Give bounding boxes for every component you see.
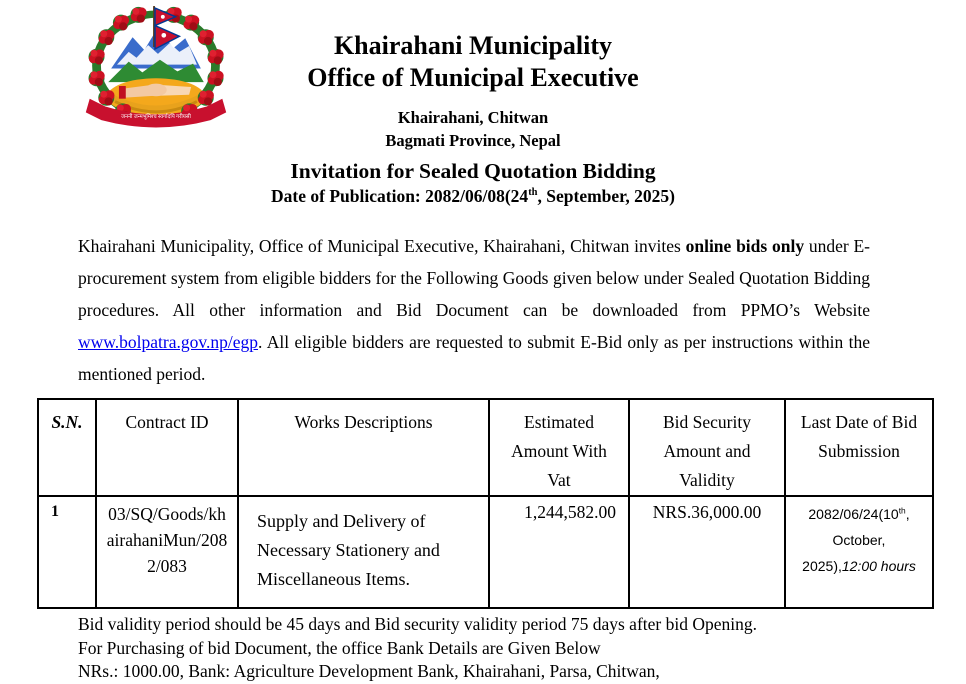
cell-bid-security: NRS.36,000.00 [629, 496, 785, 608]
last-date-superscript: th [898, 505, 906, 516]
notice-title: Invitation for Sealed Quotation Bidding [290, 159, 656, 183]
footer-line-validity: Bid validity period should be 45 days and Bid security validity period 75 days after bid Opening. [78, 614, 757, 634]
footer-line-bank-intro: For Purchasing of bid Document, the office Bank Details are Given Below [78, 637, 601, 658]
header-estimated-amount: Estimated Amount With Vat [489, 399, 629, 496]
emblem-graphic [78, 4, 234, 130]
motto-banner-text: जननी जन्मभूमिश्च स्वर्गादपि गरीयसी [121, 114, 191, 121]
intro-seg2: under E-procurement system from eligible bidders for the Following Goods given below under Sealed Quotation Bidding procedures. All other information and Bid Document can be downloaded from PPMO’s Website [78, 236, 870, 320]
table-row [38, 496, 933, 608]
header-sn: S.N. [38, 399, 96, 496]
intro-bold-online-bids: online bids only [685, 236, 805, 256]
footer-line-bank-details: NRs.: 1000.00, Bank: Agriculture Development Bank, Khairahani, Parsa, Chitwan, [78, 661, 660, 681]
last-date-prefix: 2082/06/24(10 [808, 506, 899, 522]
office-title: Office of Municipal Executive [307, 63, 639, 92]
cell-last-date [785, 496, 933, 608]
cell-works-description: Supply and Delivery of Necessary Stationery and Miscellaneous Items. [238, 496, 489, 608]
publication-date-suffix: , September, 2025) [537, 186, 675, 206]
cell-estimated-amount: 1,244,582.00 [489, 496, 629, 608]
publication-date-superscript: th [528, 187, 538, 199]
footer-notes [78, 613, 966, 684]
bid-table [37, 398, 934, 609]
header-bid-security: Bid Security Amount and Validity [629, 399, 785, 496]
org-title: Khairahani Municipality [333, 31, 613, 60]
cell-contract-id: 03/SQ/Goods/khairahaniMun/2082/083 [96, 496, 238, 608]
address-line-2: Bagmati Province, Nepal [385, 131, 561, 150]
header-works-descriptions: Works Descriptions [238, 399, 489, 496]
last-date-hours: 12:00 hours [841, 558, 916, 574]
header-last-date: Last Date of Bid Submission [785, 399, 933, 496]
last-date-mid: , October, 2025), [802, 506, 910, 574]
publication-date [0, 186, 946, 207]
bolpatra-link[interactable]: www.bolpatra.gov.np/egp [78, 332, 258, 352]
intro-seg1: Khairahani Municipality, Office of Municipal Executive, Khairahani, Chitwan invites [78, 236, 686, 256]
nepal-government-emblem [78, 4, 234, 130]
handshake-hands [145, 84, 166, 97]
header-contract-id: Contract ID [96, 399, 238, 496]
address-line-1: Khairahani, Chitwan [397, 108, 549, 127]
table-header-row [38, 399, 933, 496]
intro-seg3: . All eligible bidders are requested to submit E-Bid only as per instructions within the mentioned period. [78, 332, 870, 384]
cell-sn: 1 [38, 496, 96, 608]
intro-paragraph [78, 230, 870, 390]
publication-date-prefix: Date of Publication: 2082/06/08(24 [271, 186, 529, 206]
handshake-cuff [119, 86, 126, 99]
